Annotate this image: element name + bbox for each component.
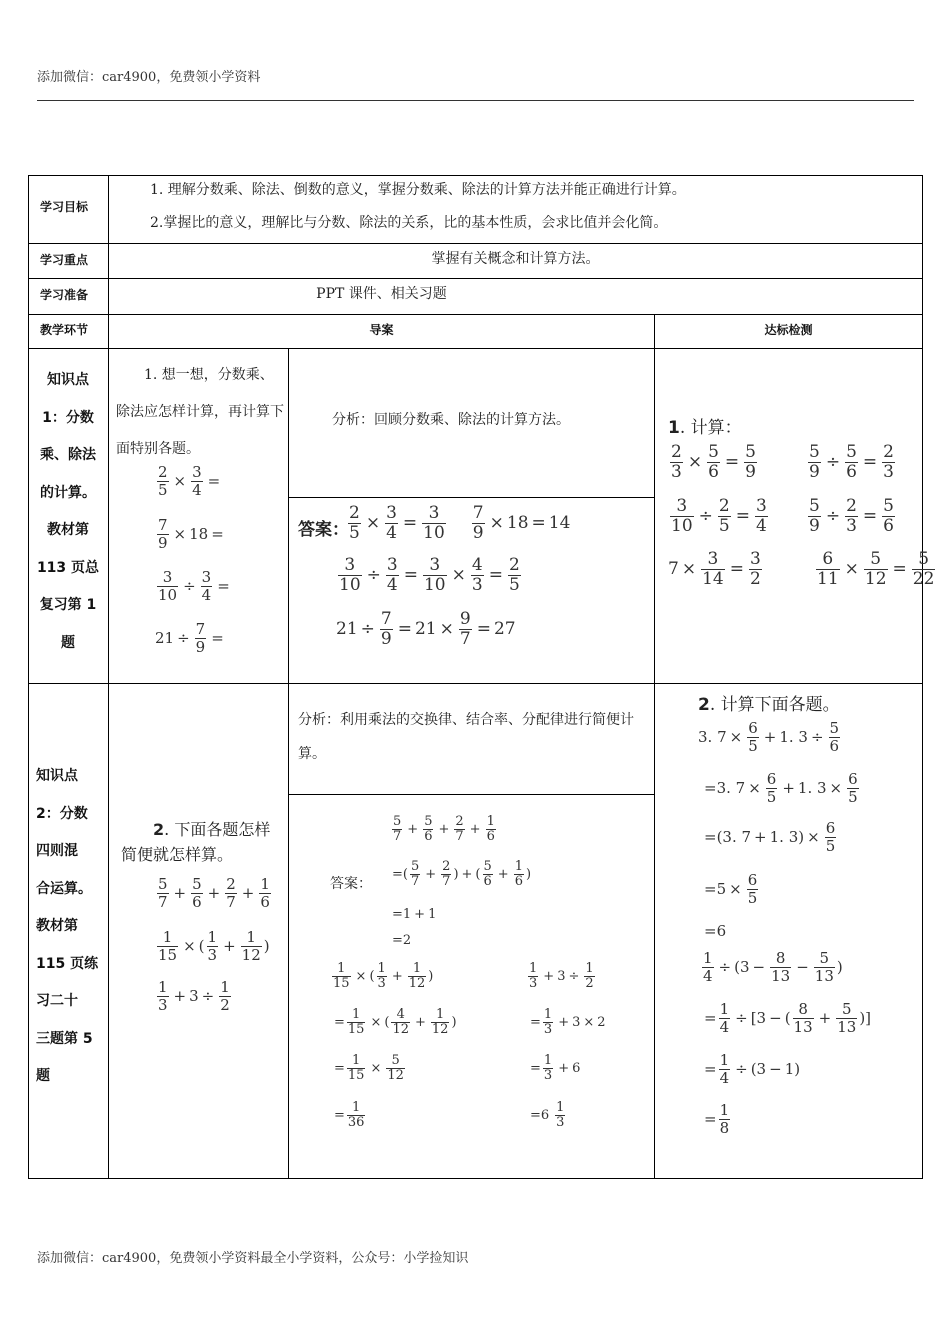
kp2-check-title: 2. 计算下面各题。 <box>698 695 840 715</box>
kp1-title: 知识点 1：分数 乘、除法 的计算。 教材第 113 页总 复习第 1 题 <box>36 372 100 651</box>
goals-label: 学习目标 <box>40 200 89 214</box>
kp2-analysis: 分析：利用乘法的交换律、结合率、分配律进行简便计算。 <box>298 712 634 762</box>
kp1-analysis: 分析：回顾分数乘、除法的计算方法。 <box>332 412 570 428</box>
col-header-stage: 教学环节 <box>40 323 89 337</box>
kp2-title: 知识点 2：分数 四则混 合运算。 教材第 115 页练 习二十 三题第 5 题 <box>36 768 99 1084</box>
col-header-check: 达标检测 <box>764 323 813 337</box>
kp1-task: 1. 想一想，分数乘、除法应怎样计算，再计算下面特别各题。 <box>116 367 284 457</box>
kp1-answer-label: 答案： <box>298 520 349 540</box>
kp2-task: 2. 下面各题怎样简便就怎样算。 <box>121 820 271 864</box>
page-header: 添加微信：car4900，免费领小学资料 <box>37 70 261 85</box>
prep-label: 学习准备 <box>40 288 89 302</box>
goals-line-2: 2.掌握比的意义，理解比与分数、除法的关系，比的基本性质，会求比值并会化简。 <box>150 215 668 231</box>
header-divider <box>37 100 914 101</box>
page-footer: 添加微信：car4900，免费领小学资料最全小学资料，公众号：小学捡知识 <box>37 1251 469 1266</box>
kp2-answer-label: 答案： <box>330 876 372 892</box>
focus-text: 掌握有关概念和计算方法。 <box>431 251 600 267</box>
prep-text: PPT 课件、相关习题 <box>316 286 447 302</box>
kp1-check-title: 1. 计算： <box>668 418 742 438</box>
col-header-guide: 导案 <box>369 323 394 337</box>
goals-line-1: 1. 理解分数乘、除法、倒数的意义，掌握分数乘、除法的计算方法并能正确进行计算。 <box>150 182 686 198</box>
focus-label: 学习重点 <box>40 253 89 267</box>
